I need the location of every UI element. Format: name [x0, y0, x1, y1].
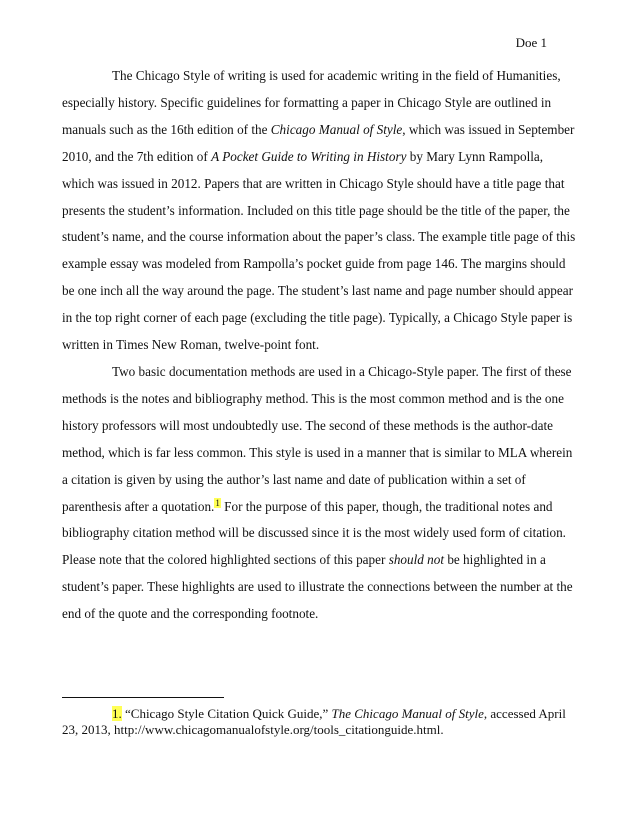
paragraph-text: Two basic documentation methods are used in a Chicago-Style paper. The first of these methods is the notes and bibliography method. This is the most common method and is the one history professors will most undoubtedly use. The second of these methods is the author-date method, which is far less common. This style is used in a manner that is similar to MLA wherein a citation is given by using the author’s last name and date of publication within a set of parenthesis after a quotation. [62, 363, 573, 514]
italic-title: The Chicago Manual of Style [331, 706, 484, 721]
paragraph-text: be highlighted in a student’s paper. These highlights are used to illustrate the connections between the number at the end of the quote and the corresponding footnote. [62, 552, 573, 622]
italic-emphasis: should not [388, 552, 445, 568]
italic-title: Chicago Manual of Style [270, 121, 403, 137]
footnote-text: , accessed April 23, 2013, http://www.chicagomanualofstyle.org/tools_citationguide.html. [62, 706, 566, 737]
footnote-1 [62, 706, 576, 738]
paragraph-text: The Chicago Style of writing is used for academic writing in the field of Humanities, especially history. Specific guidelines for formatting a paper in Chicago Style are outlined in manuals such as the 16th edition of the [62, 68, 561, 137]
italic-title: A Pocket Guide to Writing in History [211, 148, 407, 164]
footnote-number: 1. [112, 706, 122, 721]
paragraph-1 [62, 63, 576, 359]
paragraph-text: , which was issued in September 2010, and the 7th edition of [62, 121, 575, 164]
footnote-reference[interactable]: 1 [215, 497, 220, 508]
running-head: Doe 1 [515, 35, 547, 50]
paragraph-text: For the purpose of this paper, though, the traditional notes and bibliography citation method will be discussed since it is the most widely used form of citation. Please note that the colored highlighted sections of this paper [62, 498, 566, 568]
footnote-separator [62, 697, 224, 698]
paragraph-2 [62, 359, 576, 628]
footnotes [62, 706, 576, 738]
body-text [62, 63, 576, 628]
paragraph-text: by Mary Lynn Rampolla, which was issued in 2012. Papers that are written in Chicago Style should have a title page that presents the student’s information. Included on this title page should be the title of the paper, the student’s name, and the course information about the paper’s class. The example title page of this example essay was modeled from Rampolla’s pocket guide from page 146. The margins should be one inch all the way around the page. The student’s last name and page number should appear in the top right corner of each page (excluding the title page). Typically, a Chicago Style paper is written in Times New Roman, twelve-point font. [62, 148, 576, 353]
footnote-text: “Chicago Style Citation Quick Guide,” [121, 706, 332, 721]
